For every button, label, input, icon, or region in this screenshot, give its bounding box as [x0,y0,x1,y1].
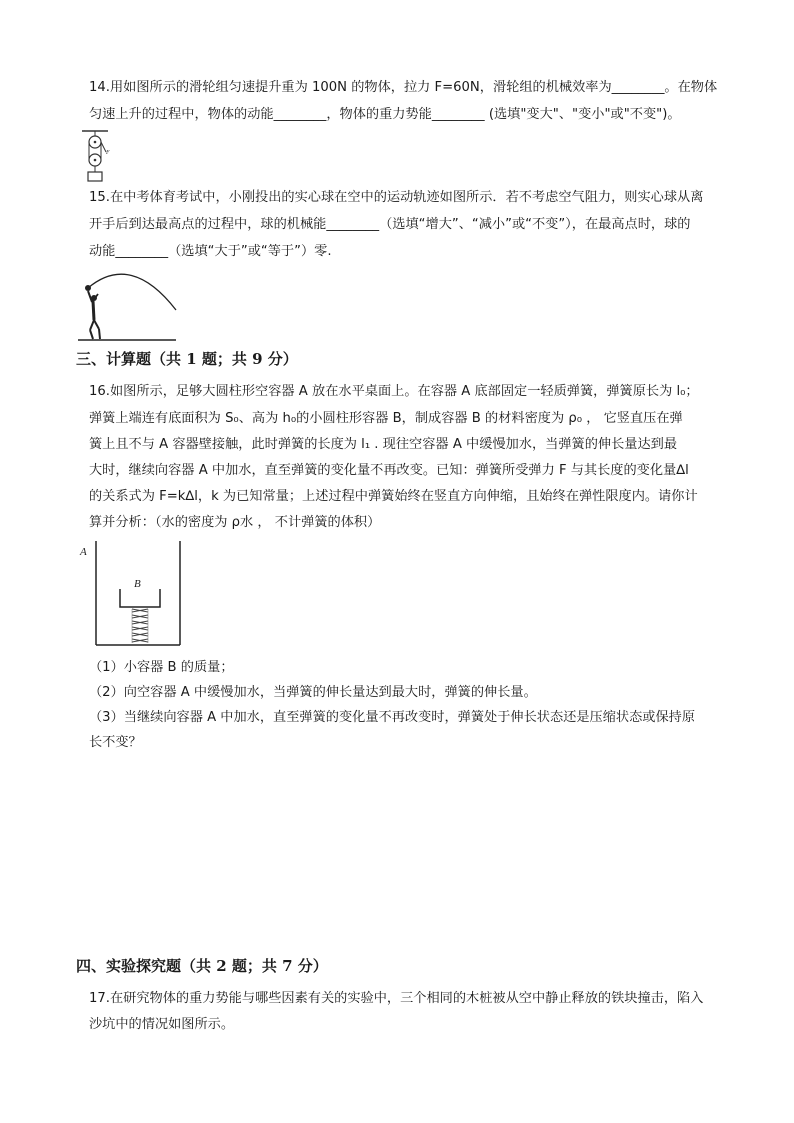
container-spring-figure [76,537,186,651]
q16-subquestion-3-line-2: 长不变？ [89,735,142,750]
section-4-heading: 四、实验探究题（共 2 题；共 7 分） [76,957,328,975]
q15-line-1: 15.在中考体育考试中，小刚投出的实心球在空中的运动轨迹如图所示．若不考虑空气阻力，则实心球从离 [89,190,704,205]
container-a-label: A [80,546,87,558]
q14-line-2: 匀速上升的过程中，物体的动能________，物体的重力势能________ (选填"变大"、"变小"或"不变")。 [89,107,681,122]
q16-line-6: 算并分析：（水的密度为 ρ水 ， 不计弹簧的体积） [89,515,381,530]
q14-line-1: 14.用如图所示的滑轮组匀速提升重为 100N 的物体，拉力 F=60N，滑轮组的机械效率为________。在物体 [89,80,718,95]
shot-put-trajectory-figure [76,266,180,342]
q15-line-3: 动能________（选填“大于”或“等于”）零. [89,244,332,259]
q15-line-2: 开手后到达最高点的过程中，球的机械能________（选填“增大”、“减小”或“不变”），在最高点时，球的 [89,217,691,232]
q16-line-1: 16.如图所示，足够大圆柱形空容器 A 放在水平桌面上。在容器 A 底部固定一轻质弹簧，弹簧原长为 l₀； [89,384,699,399]
pulley-system-figure [80,130,116,184]
section-3-heading: 三、计算题（共 1 题；共 9 分） [76,350,298,368]
force-label-f: F [106,150,110,156]
q17-line-1: 17.在研究物体的重力势能与哪些因素有关的实验中，三个相同的木桩被从空中静止释放的铁块撞击，陷入 [89,991,704,1006]
q17-line-2: 沙坑中的情况如图所示。 [89,1017,235,1032]
q16-subquestion-2: （2）向空容器 A 中缓慢加水，当弹簧的伸长量达到最大时，弹簧的伸长量。 [89,685,537,700]
q16-line-4: 大时，继续向容器 A 中加水，直至弹簧的变化量不再改变。已知：弹簧所受弹力 F 与其长度的变化量∆l [89,463,689,478]
q16-subquestion-1: （1）小容器 B 的质量； [89,660,234,675]
q16-line-3: 簧上且不与 A 容器壁接触，此时弹簧的长度为 l₁ . 现往空容器 A 中缓慢加水，当弹簧的伸长量达到最 [89,437,678,452]
q16-line-2: 弹簧上端连有底面积为 S₀、高为 h₀的小圆柱形容器 B，制成容器 B 的材料密度为 ρ₀ ， 它竖直压在弹 [89,411,683,426]
container-b-label: B [134,578,141,590]
q16-line-5: 的关系式为 F=k∆l，k 为已知常量；上述过程中弹簧始终在竖直方向伸缩，且始终在弹性限度内。请你计 [89,489,698,504]
q16-subquestion-3-line-1: （3）当继续向容器 A 中加水，直至弹簧的变化量不再改变时，弹簧处于伸长状态还是压缩状态或保持原 [89,710,696,725]
